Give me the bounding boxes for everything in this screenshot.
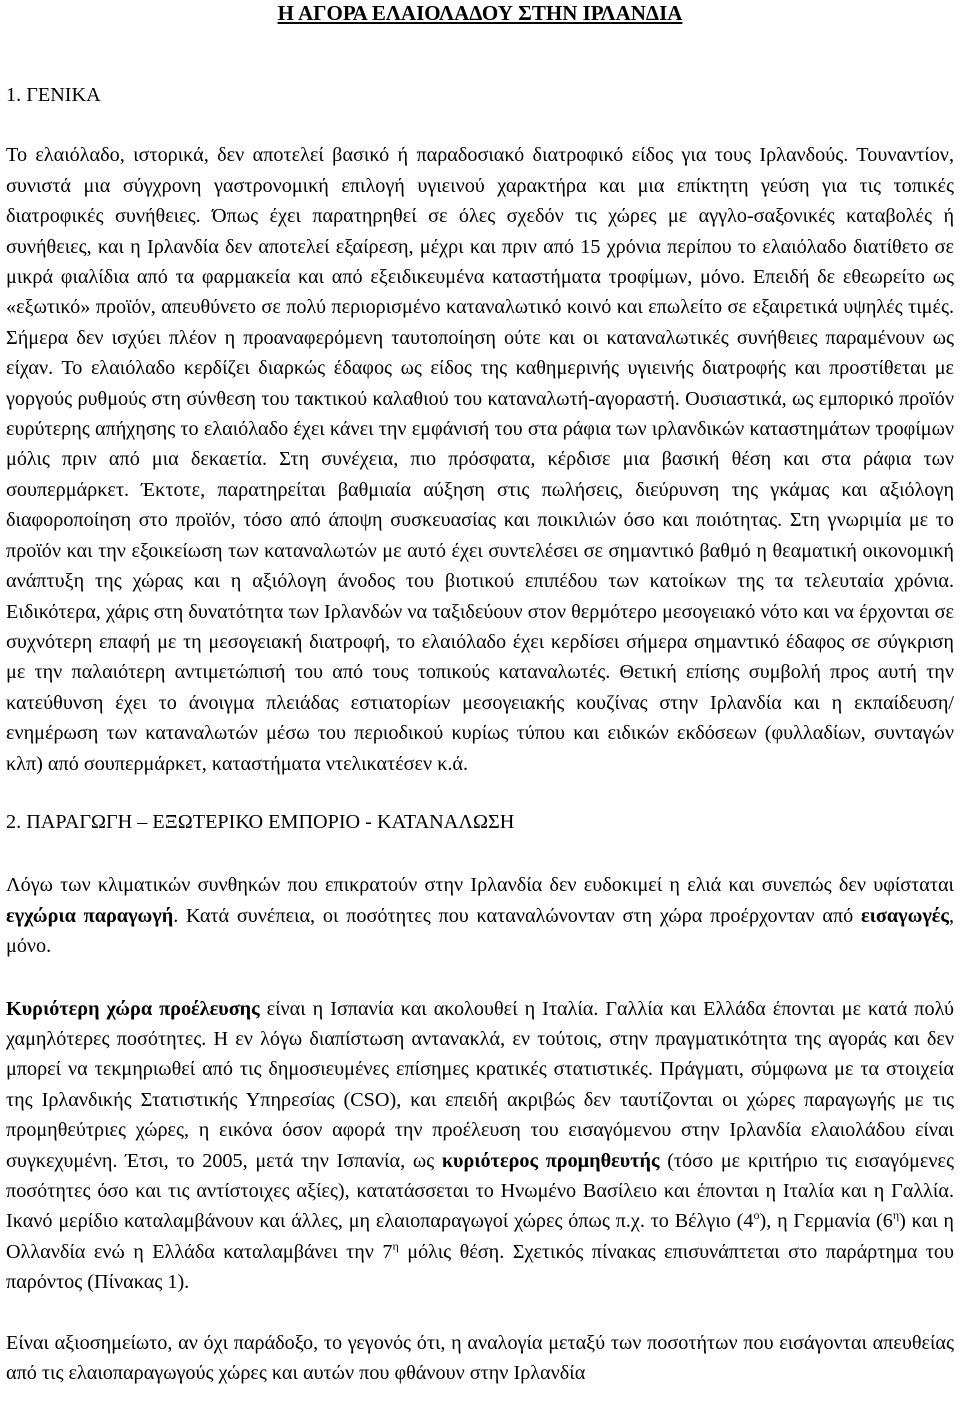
- import-ratio-paragraph: Είναι αξιοσημείωτο, αν όχι παράδοξο, το γεγονός ότι, η αναλογία μεταξύ των ποσοτήτων που εισάγονται απευθείας από τις ελαιοπαραγωγούς χώρες και αυτών που φθάνουν στην Ιρλανδία: [6, 1331, 954, 1385]
- text-span: μόλις θέση. Σχετικός πίνακας επισυνάπτεται στο παράρτημα του παρόντος (Πίνακας 1).: [6, 1240, 954, 1294]
- domestic-production-paragraph: [6, 870, 954, 961]
- bold-term-main-supplier: κυριότερος προμηθευτής: [441, 1149, 660, 1172]
- ordinal-superscript: η: [392, 1238, 399, 1253]
- section-1-paragraph: Το ελαιόλαδο, ιστορικά, δεν αποτελεί βασικό ή παραδοσιακό διατροφικό είδος για τους Ιρλανδούς. Τουναντίον, συνιστά μια σύγχρονη γαστρονομική επιλογή υγιεινού χαρακτήρα και μια επίκτητη γεύση για τις τοπικές διατροφικές συνήθειες. Όπως έχει παρατηρηθεί σε όλες σχεδόν τις χώρες με αγγλο-σαξονικές καταβολές ή συνήθειες, και η Ιρλανδία δεν αποτελεί εξαίρεση, μέχρι και πριν από 15 χρόνια περίπου το ελαιόλαδο διατίθετο σε μικρά φιαλίδια από τα φαρμακεία και από εξειδικευμένα καταστήματα τροφίμων, μόνο. Επειδή δε εθεωρείτο ως «εξωτικό» προϊόν, απευθύνετο σε πολύ περιορισμένο καταναλωτικό κοινό και επωλείτο σε εξαιρετικά υψηλές τιμές. Σήμερα δεν ισχύει πλέον η προαναφερόμενη ταυτοποίηση ούτε και οι καταναλωτικές συνήθειες παραμένουν ως είχαν. Το ελαιόλαδο κερδίζει διαρκώς έδαφος ως είδος της καθημερινής υγιεινής διατροφής και προστίθεται με γοργούς ρυθμούς στη σύνθεση του τακτικού καλαθιού του καταναλωτή-αγοραστή. Ουσιαστικά, ως εμπορικό προϊόν ευρύτερης απήχησης το ελαιόλαδο έχει κάνει την εμφάνισή του στα ράφια των ιρλανδικών καταστημάτων τροφίμων μόλις πριν από μια δεκαετία. Στη συνέχεια, πιο πρόσφατα, κέρδισε μια βασική θέση και στα ράφια των σουπερμάρκετ. Έκτοτε, παρατηρείται βαθμιαία αύξηση στις πωλήσεις, διεύρυνση της γκάμας και αξιόλογη διαφοροποίηση στο προϊόν, τόσο από άποψη συσκευασίας και ποικιλιών όσο και ποιότητας. Στη γνωριμία με το προϊόν και την εξοικείωση των καταναλωτών με αυτό έχει συντελέσει σε σημαντικό βαθμό η θεαματική οικονομική ανάπτυξη της χώρας και η αξιόλογη άνοδος του βιοτικού επιπέδου των κατοίκων της τα τελευταία χρόνια. Ειδικότερα, χάρις στη δυνατότητα των Ιρλανδών να ταξιδεύουν στον θερμότερο μεσογειακό νότο και να έρχονται σε συχνότερη επαφή με τη μεσογειακή διατροφή, το ελαιόλαδο έχει κερδίσει σήμερα σημαντικό έδαφος σε σύγκριση με την παλαιότερη αντιμετώπισή του από τους τοπικούς καταναλωτές. Θετική επίσης συμβολή προς αυτή την κατεύθυνση έχει το άνοιγμα πλειάδας εστιατορίων μεσογειακής κουζίνας στην Ιρλανδία και η εκπαίδευση/ ενημέρωση των καταναλωτών μέσω του περιοδικού κυρίως τύπου και ειδικών εκδόσεων (φυλλαδίων, συνταγών κλπ) από σουπερμάρκετ, καταστήματα ντελικατέσεν κ.ά.: [6, 144, 954, 775]
- ordinal-superscript: ο: [753, 1208, 760, 1223]
- text-span: (τόσο με κριτήριο τις εισαγόμενες ποσότητες όσο και τις αντίστοιχες αξίες), κατατάσσεται το Ηνωμένο Βασίλειο και έπονται η Ιταλία και η Γαλλία. Ικανό μερίδιο καταλαμβάνουν και άλλες, μη ελαιοπαραγωγοί χώρες όπως π.χ. το Βέλγιο (4: [6, 1149, 954, 1233]
- bold-term-imports: εισαγωγές: [861, 904, 949, 927]
- bold-term-main-origin: Κυριότερη χώρα προέλευσης: [6, 997, 260, 1020]
- text-span: Λόγω των κλιματικών συνθηκών που επικρατούν στην Ιρλανδία δεν ευδοκιμεί η ελιά και συνεπώς δεν υφίσταται: [6, 874, 954, 897]
- ordinal-superscript: η: [892, 1208, 900, 1223]
- text-span: ) και η Ολλανδία ενώ η Ελλάδα καταλαμβάνει την 7: [6, 1210, 954, 1263]
- text-span: , μόνο.: [6, 904, 954, 958]
- origin-country-paragraph: [6, 994, 954, 1298]
- bold-term-domestic-production: εγχώρια παραγωγή: [6, 904, 174, 927]
- text-span: . Κατά συνέπεια, οι ποσότητες που καταναλώνονταν στη χώρα προέρχονταν από: [173, 904, 862, 927]
- document-page: [6, 0, 954, 1388]
- document-title: Η ΑΓΟΡΑ ΕΛΑΙΟΛΑΔΟΥ ΣΤΗΝ ΙΡΛΑΝΔΙΑ: [277, 1, 683, 25]
- text-span: ), η Γερμανία (6: [759, 1210, 893, 1233]
- section-2-heading: 2. ΠΑΡΑΓΩΓΗ – ΕΞΩΤΕΡΙΚΟ ΕΜΠΟΡΙΟ - ΚΑΤΑΝΑΛΩΣΗ: [6, 810, 515, 833]
- section-1-heading: 1. ΓΕΝΙΚΑ: [6, 84, 101, 106]
- text-span: είναι η Ισπανία και ακολουθεί η Ιταλία. Γαλλία και Ελλάδα έπονται με κατά πολύ χαμηλότερες ποσότητες. Η εν λόγω διαπίστωση αντανακλά, εν τούτοις, στην πραγματικότητα της αγοράς και δεν μπορεί να τεκμηριωθεί από τις δημοσιευμένες επίσημες κρατικές στατιστικές. Πράγματι, σύμφωνα με τα στοιχεία της Ιρλανδικής Στατιστικής Υπηρεσίας (CSO), και επειδή ακριβώς δεν ταυτίζονται οι χώρες παραγωγής με τις προμηθεύτριες χώρες, η εικόνα όσον αφορά την προέλευση του εισαγόμενου στην Ιρλανδία ελαιολάδου είναι συγκεχυμένη. Έτσι, το 2005, μετά την Ισπανία, ως: [6, 997, 955, 1172]
